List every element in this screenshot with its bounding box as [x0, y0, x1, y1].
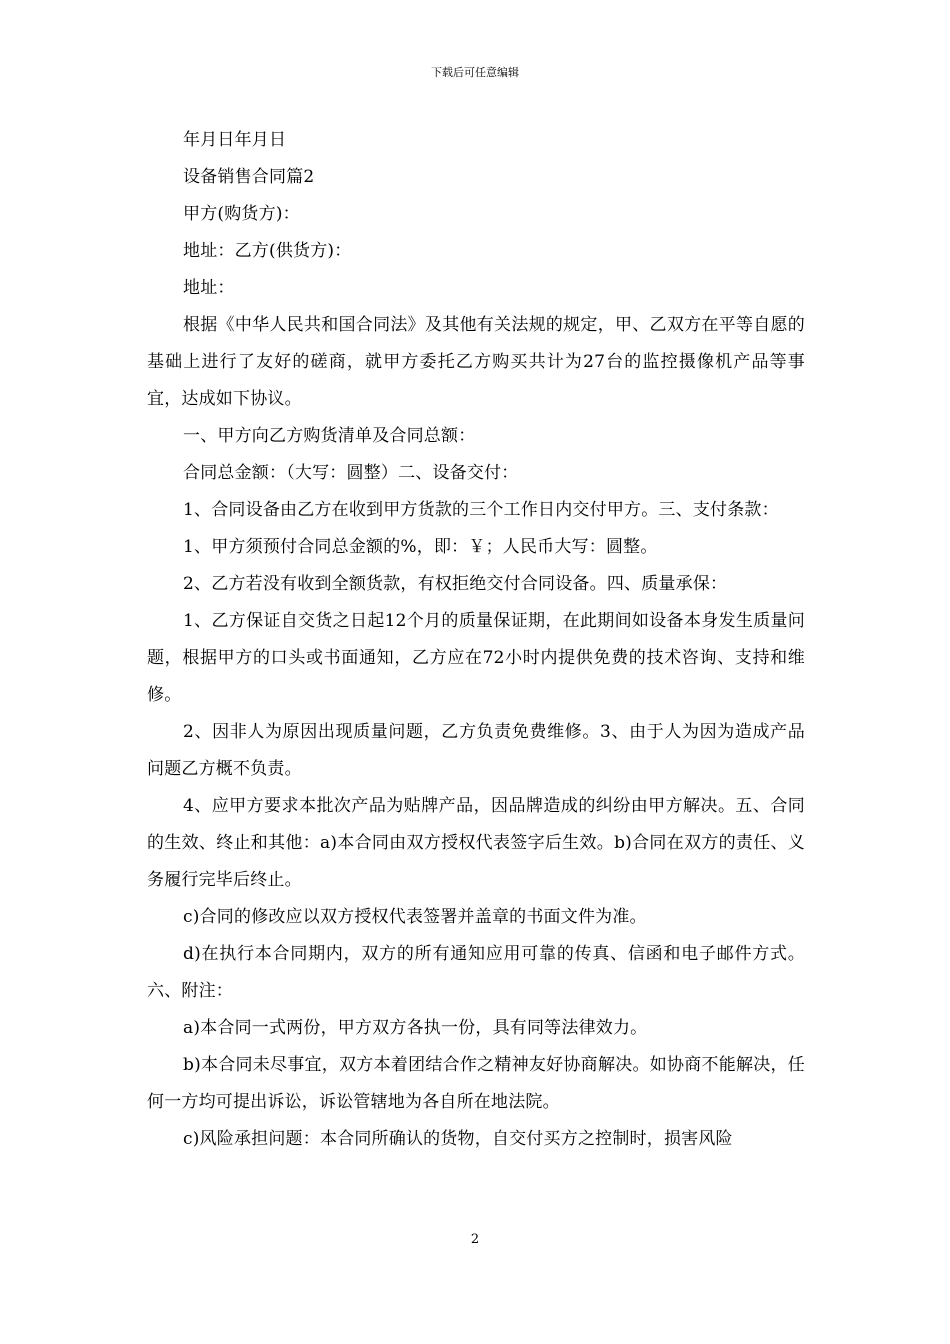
paragraph-total-amount: 合同总金额：（大写：圆整）二、设备交付：	[183, 463, 519, 483]
page-header-note: 下载后可任意编辑	[431, 66, 519, 79]
paragraph-warranty: 1、乙方保证自交货之日起12个月的质量保证期，在此期间如设备本身发生质量问题，根据甲方的口头或书面通知，乙方应在72小时内提供免费的技术咨询、支持和维修。	[147, 611, 805, 705]
page-number: 2	[470, 1232, 480, 1247]
paragraph-address: 地址：	[183, 278, 235, 298]
paragraph-date-line: 年月日年月日	[183, 130, 287, 150]
paragraph-preamble: 根据《中华人民共和国合同法》及其他有关法规的规定，甲、乙双方在平等自愿的基础上进行了友好的磋商，就甲方委托乙方购买共计为27台的监控摄像机产品等事宜，达成如下协议。	[147, 315, 805, 409]
paragraph-contract-title: 设备销售合同篇2	[183, 167, 315, 187]
paragraph-oem-branding: 4、应甲方要求本批次产品为贴牌产品，因品牌造成的纠纷由甲方解决。五、合同的生效、终止和其他：a)本合同由双方授权代表签字后生效。b)合同在双方的责任、义务履行完毕后终止。	[147, 796, 805, 890]
paragraph-copies: a)本合同一式两份，甲方双方各执一份，具有同等法律效力。	[183, 1018, 648, 1038]
paragraph-amendment: c)合同的修改应以双方授权代表签署并盖章的书面文件为准。	[183, 907, 647, 927]
paragraph-free-repair: 2、因非人为原因出现质量问题，乙方负责免费维修。3、由于人为因为造成产品问题乙方概不负责。	[147, 722, 805, 779]
paragraph-disputes: b)本合同未尽事宜，双方本着团结合作之精神友好协商解决。如协商不能解决，任何一方均可提出诉讼，诉讼管辖地为各自所在地法院。	[147, 1055, 805, 1112]
paragraph-address-party-b: 地址：乙方(供货方)：	[183, 241, 352, 261]
paragraph-prepayment: 1、甲方须预付合同总金额的%，即：￥；人民币大写：圆整。	[183, 537, 658, 557]
paragraph-risk: c)风险承担问题：本合同所确认的货物，自交付买方之控制时，损害风险	[183, 1129, 733, 1149]
paragraph-party-a: 甲方(购货方)：	[183, 204, 300, 224]
paragraph-delivery: 1、合同设备由乙方在收到甲方货款的三个工作日内交付甲方。三、支付条款：	[183, 500, 779, 520]
paragraph-notices: d)在执行本合同期内，双方的所有通知应用可靠的传真、信函和电子邮件方式。六、附注：	[147, 944, 805, 1001]
document-body	[147, 122, 805, 1158]
paragraph-refuse-delivery: 2、乙方若没有收到全额货款，有权拒绝交付合同设备。四、质量承保：	[183, 574, 728, 594]
paragraph-section-1: 一、甲方向乙方购货清单及合同总额：	[183, 426, 476, 446]
